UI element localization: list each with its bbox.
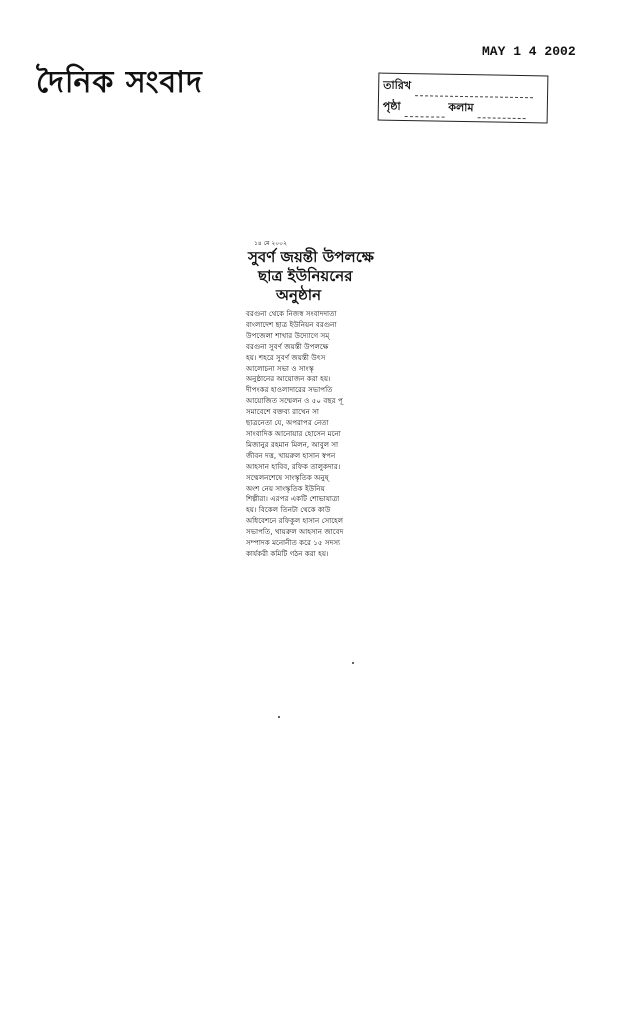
article-body-line: অনুষ্ঠানের আয়োজন করা হয়।	[246, 375, 331, 384]
stamp-date-label: তারিখ	[383, 78, 412, 93]
article-body-line: কার্যকরী কমিটি গঠন করা হয়।	[246, 549, 329, 558]
filing-stamp	[378, 73, 549, 124]
headline-line-2: ছাত্র ইউনিয়নের	[258, 267, 353, 285]
article-body-line: উপজেলা শাখার উদ্যোগে সম্	[246, 331, 330, 340]
article-body-line: বরগুনা থেকে নিজস্ব সংবাদদাতা	[246, 310, 337, 318]
article-body-line: হয়। বিকেল তিনটা থেকে কাউ	[246, 506, 331, 515]
article-body-line: বরগুনা সুবর্ণ জয়ন্তী উপলক্ষে	[246, 342, 329, 351]
article-body-line: আহসান হাবিব, রফিক তালুকদার।	[246, 462, 341, 471]
article-body-line: সম্মেলনশেষে সাংস্কৃতিক অনুষ্	[246, 473, 329, 482]
headline-line-1: সুবর্ণ জয়ন্তী উপলক্ষে	[248, 248, 374, 266]
article-body-line: সভাপতি, খায়রুল আহসান জাবেদ	[246, 528, 344, 537]
scan-speck	[278, 716, 280, 718]
news-clipping	[246, 240, 394, 560]
stamp-column-label: কলাম	[448, 100, 474, 115]
article-body-line: ছাত্রনেতা যে, অপরাপর নেতা	[246, 419, 329, 428]
scan-speck	[352, 662, 354, 664]
article-body	[246, 309, 394, 560]
article-body-line: অধিবেশনে রফিকুল হাসান সোহেল	[246, 517, 344, 526]
article-body-line: জীবন দত্ত, খায়রুল হাসান স্বপন	[246, 451, 336, 460]
article-body-line: মিজানুর রহমান মিলন, আবুল সা	[246, 440, 339, 449]
headline-line-3: অনুষ্ঠান	[276, 286, 322, 304]
article-body-line: শিল্পীরা। এরপর একটি শোভাযাত্রা	[246, 495, 340, 504]
article-body-line: হয়। শহরে সুবর্ণ জয়ন্তী উৎস	[246, 353, 326, 362]
article-body-line: সাংবাদিক আনোয়ার হোসেন মনো	[246, 429, 341, 438]
article-body-line: দীপংকর হাওলাদারের সভাপতি	[246, 386, 333, 395]
stamp-page-label: পৃষ্ঠা	[382, 99, 401, 113]
article-body-line: সমাবেশে বক্তব্য রাখেন সা	[246, 408, 320, 417]
article-body-line: বাংলাদেশ ছাত্র ইউনিয়ন বরগুনা	[246, 320, 337, 329]
article-body-line: আয়োজিত সম্মেলন ও ৫০ বছর পূ	[246, 397, 343, 406]
newspaper-masthead: দৈনিক সংবাদ	[36, 65, 203, 100]
article-body-line: সম্পাদক মনোনীত করে ১৫ সদস্য	[246, 539, 341, 548]
article-body-line: আলোচনা সভা ও সাংস্কৃ	[246, 364, 314, 373]
article-body-line: অংশ নেয় সাংস্কৃতিক ইউনিয়	[246, 484, 325, 493]
date-stamp: MAY 1 4 2002	[482, 44, 576, 59]
clipping-date: ১৪ মে ২০০২	[254, 240, 287, 247]
stamp-column-blank	[477, 117, 525, 119]
stamp-page-blank	[404, 116, 444, 118]
